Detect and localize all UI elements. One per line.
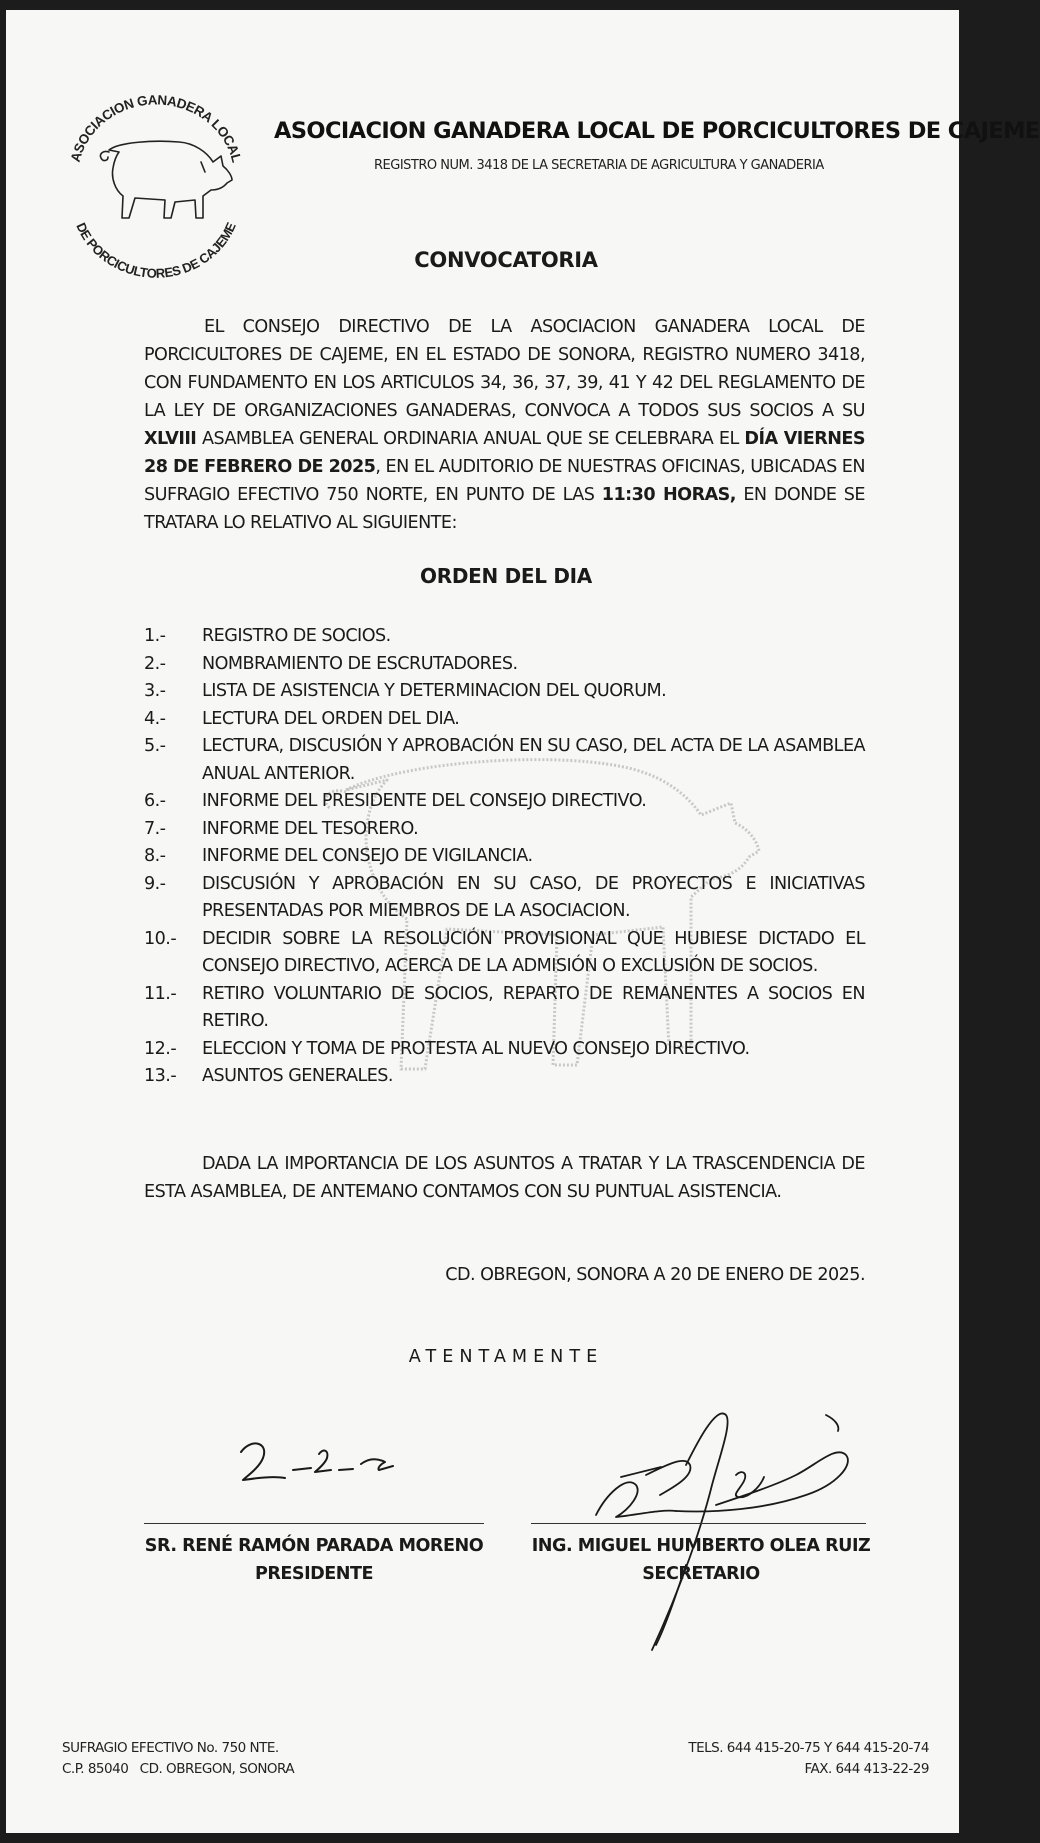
agenda-item xyxy=(144,706,865,734)
agenda-item xyxy=(144,843,865,871)
agenda-item-text: DISCUSIÓN Y APROBACIÓN EN SU CASO, DE PROYECTOS E INICIATIVAS PRESENTADAS POR MIEMBROS DE LA ASOCIACION. xyxy=(202,873,865,921)
agenda-item xyxy=(144,733,865,788)
agenda-item-text: ASUNTOS GENERALES. xyxy=(202,1066,393,1086)
president-signature xyxy=(231,1430,401,1490)
agenda-item-text: INFORME DEL PRESIDENTE DEL CONSEJO DIRECTIVO. xyxy=(202,791,647,811)
agenda-item-number: 4.- xyxy=(144,708,166,729)
assembly-date: DÍA VIERNES 28 DE FEBRERO DE 2025 xyxy=(144,429,865,477)
agenda-item xyxy=(144,678,865,706)
agenda-item-number: 8.- xyxy=(144,846,166,866)
footer-address-line2: C.P. 85040 CD. OBREGON, SONORA xyxy=(62,1761,295,1777)
secretary-role: SECRETARIO xyxy=(642,1564,760,1584)
agenda-item-number: 3.- xyxy=(144,681,166,701)
document-title: CONVOCATORIA xyxy=(414,248,598,272)
secretary-name: ING. MIGUEL HUMBERTO OLEA RUIZ xyxy=(531,1536,871,1556)
agenda-item-text: NOMBRAMIENTO DE ESCRUTADORES. xyxy=(202,653,518,674)
agenda-item xyxy=(144,651,865,679)
agenda-item xyxy=(144,871,865,926)
agenda-item-text: INFORME DEL CONSEJO DE VIGILANCIA. xyxy=(202,846,533,866)
agenda-item-text: REGISTRO DE SOCIOS. xyxy=(202,626,391,646)
president-signature-line xyxy=(144,1523,484,1524)
footer-contact xyxy=(688,1738,929,1780)
agenda-item-number: 5.- xyxy=(144,736,166,756)
agenda-item-number: 13.- xyxy=(144,1066,177,1086)
assembly-number: XLVIII xyxy=(144,429,197,449)
registration-subtitle: REGISTRO NUM. 3418 DE LA SECRETARIA DE AGRICULTURA Y GANADERIA xyxy=(374,158,824,173)
agenda-item-number: 6.- xyxy=(144,791,166,811)
logo-arc-bottom-text: DE PORCICULTORES DE CAJEME xyxy=(73,220,239,280)
president-name: SR. RENÉ RAMÓN PARADA MORENO xyxy=(144,1536,484,1556)
agenda-item xyxy=(144,623,865,651)
agenda-item-text: ELECCION Y TOMA DE PROTESTA AL NUEVO CONSEJO DIRECTIVO. xyxy=(202,1038,750,1059)
agenda-item-text: LISTA DE ASISTENCIA Y DETERMINACION DEL QUORUM. xyxy=(202,681,667,701)
pig-icon xyxy=(100,141,232,218)
footer-fax: FAX. 644 413-22-29 xyxy=(804,1761,929,1777)
agenda-item-number: 12.- xyxy=(144,1038,177,1059)
association-title: ASOCIACION GANADERA LOCAL DE PORCICULTORES DE CAJEME xyxy=(274,118,1040,144)
agenda-item-number: 2.- xyxy=(144,653,166,674)
agenda-item-text: INFORME DEL TESORERO. xyxy=(202,818,419,839)
agenda-item-text: RETIRO VOLUNTARIO DE SOCIOS, REPARTO DE REMANENTES A SOCIOS EN RETIRO. xyxy=(202,983,865,1031)
agenda-item xyxy=(144,816,865,844)
agenda-title: ORDEN DEL DIA xyxy=(420,564,592,588)
agenda-item-number: 11.- xyxy=(144,983,177,1004)
agenda-item xyxy=(144,1063,865,1091)
agenda-item-number: 9.- xyxy=(144,873,166,894)
agenda-item-text: LECTURA, DISCUSIÓN Y APROBACIÓN EN SU CASO, DEL ACTA DE LA ASAMBLEA ANUAL ANTERIOR. xyxy=(202,736,865,784)
agenda-item-text: DECIDIR SOBRE LA RESOLUCIÓN PROVISIONAL QUE HUBIESE DICTADO EL CONSEJO DIRECTIVO, ACERCA DE LA ADMISIÓN O EXCLUSIÓN DE SOCIOS. xyxy=(202,928,865,976)
agenda-item-number: 1.- xyxy=(144,626,166,646)
footer-tels: TELS. 644 415-20-75 Y 644 415-20-74 xyxy=(688,1740,929,1756)
logo-arc-top-text: ASOCIACION GANADERA LOCAL xyxy=(67,92,245,164)
agenda-item xyxy=(144,981,865,1036)
closing-paragraph: DADA LA IMPORTANCIA DE LOS ASUNTOS A TRATAR Y LA TRASCENDENCIA DE ESTA ASAMBLEA, DE ANTEMANO CONTAMOS CON SU PUNTUAL ASISTENCIA. xyxy=(144,1154,865,1202)
agenda-item-text: LECTURA DEL ORDEN DEL DIA. xyxy=(202,708,460,729)
assembly-time: 11:30 HORAS, xyxy=(601,485,736,505)
agenda-item-number: 7.- xyxy=(144,818,166,839)
footer-address-line1: SUFRAGIO EFECTIVO No. 750 NTE. xyxy=(62,1740,279,1756)
footer-address xyxy=(62,1738,294,1780)
intro-paragraph: EL CONSEJO DIRECTIVO DE LA ASOCIACION GANADERA LOCAL DE PORCICULTORES DE CAJEME, EN EL ESTADO DE SONORA, REGISTRO NUMERO 3418, CON FUNDAMENTO EN LOS ARTICULOS 34, 36, 37, 39, 41 Y 42 DEL REGLAMENTO DE LA LEY DE ORGANIZACIONES GANADERAS, CONVOCA A TODOS SUS SOCIOS A SU XLVIII ASAMBLEA GENERAL ORDINARIA ANUAL QUE SE CELEBRARA EL DÍA VIERNES 28 DE FEBRERO DE 2025, EN EL AUDITORIO DE NUESTRAS OFICINAS, UBICADAS EN SUFRAGIO EFECTIVO 750 NORTE, EN PUNTO DE LAS 11:30 HORAS, EN DONDE SE TRATARA LO RELATIVO AL SIGUIENTE: xyxy=(144,317,865,533)
secretary-signature-line xyxy=(531,1523,866,1524)
secretary-block xyxy=(501,1532,901,1588)
agenda-item xyxy=(144,1036,865,1064)
agenda-item xyxy=(144,926,865,981)
salutation: ATENTAMENTE xyxy=(408,1347,604,1367)
president-block xyxy=(114,1532,514,1588)
agenda-item xyxy=(144,788,865,816)
place-and-date: CD. OBREGON, SONORA A 20 DE ENERO DE 2025. xyxy=(445,1265,865,1285)
document-page xyxy=(6,10,1040,1833)
president-role: PRESIDENTE xyxy=(254,1564,374,1584)
agenda-item-number: 10.- xyxy=(144,928,177,949)
agenda-list xyxy=(144,623,865,1091)
